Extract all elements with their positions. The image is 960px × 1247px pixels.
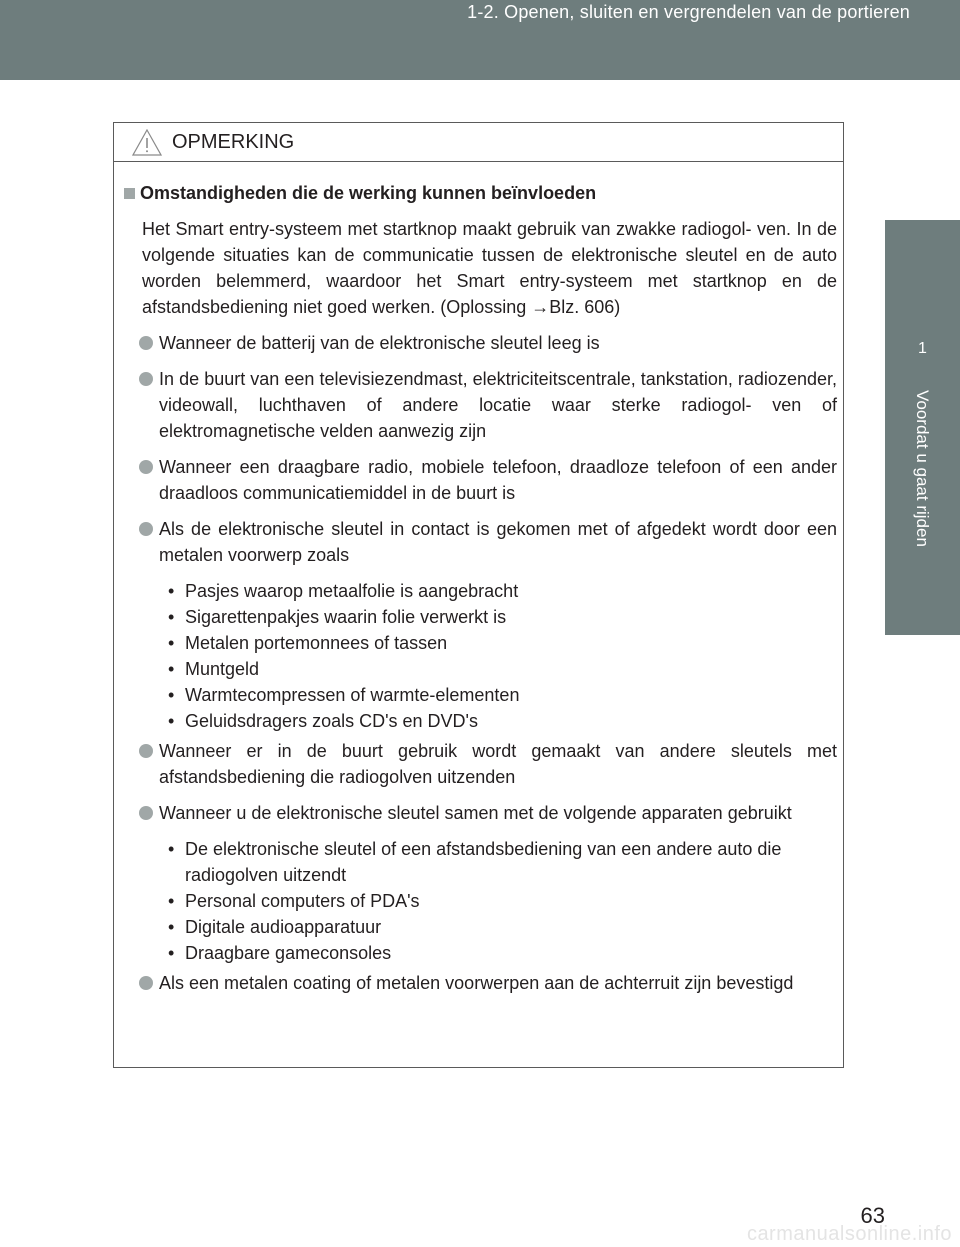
sub-list-item <box>168 682 837 708</box>
bullet-item <box>139 738 837 790</box>
sub-list-item <box>168 604 837 630</box>
sub-list-text: Draagbare gameconsoles <box>185 943 392 963</box>
warning-triangle-icon <box>132 129 162 156</box>
sub-list-item <box>168 656 837 682</box>
sub-list-item <box>168 630 837 656</box>
square-bullet-icon <box>124 188 135 199</box>
notice-title: OPMERKING <box>172 131 295 153</box>
intro-paragraph: Het Smart entry-systeem met startknop maakt gebruik van zwakke radiogol- ven. In de volgende situaties kan de communicatie tussen de elektronische sleutel en de auto worden belemmerd, waardoor het Smart entry-systeem met startknop en de afstandsbediening niet goed werken. (Oplossing →Blz. 606) <box>142 219 837 317</box>
section-title: 1-2. Openen, sluiten en vergrendelen van de portieren <box>467 2 910 22</box>
chapter-name-block <box>885 380 960 635</box>
sub-list-item <box>168 888 837 914</box>
bullet-text: Als een metalen coating of metalen voorwerpen aan de achterruit zijn bevestigd <box>159 973 794 993</box>
sub-list-item <box>168 578 837 604</box>
sub-bullet-mark: • <box>168 633 175 653</box>
chapter-tab <box>885 80 960 1247</box>
bullet-item <box>139 970 837 996</box>
round-bullet-icon <box>139 976 153 990</box>
sub-list-item <box>168 940 837 966</box>
section-heading <box>124 180 837 206</box>
notice-header <box>114 123 843 162</box>
round-bullet-icon <box>139 372 153 386</box>
sub-list-text: Warmtecompressen of warmte-elementen <box>185 685 520 705</box>
bullet-item <box>139 330 837 356</box>
sub-list-text: Metalen portemonnees of tassen <box>185 633 448 653</box>
sub-list-text: Muntgeld <box>185 659 260 679</box>
sub-list-text: Sigarettenpakjes waarin folie verwerkt is <box>185 607 507 627</box>
chapter-number-block <box>885 220 960 380</box>
sub-list-text: Personal computers of PDA's <box>185 891 420 911</box>
bullet-list <box>124 330 837 996</box>
page-header <box>0 0 960 80</box>
bullet-text: Als de elektronische sleutel in contact is gekomen met of afgedekt wordt door een metalen voorwerp zoals <box>159 519 837 565</box>
notice-content <box>114 162 843 1006</box>
sub-list <box>168 836 837 966</box>
sub-bullet-mark: • <box>168 711 175 731</box>
sub-bullet-mark: • <box>168 839 175 859</box>
bullet-item <box>139 454 837 506</box>
bullet-item <box>139 516 837 568</box>
bullet-text: Wanneer een draagbare radio, mobiele telefoon, draadloze telefoon of een ander draadloos communicatiemiddel in de buurt is <box>159 457 837 503</box>
bullet-text: Wanneer u de elektronische sleutel samen met de volgende apparaten gebruikt <box>159 803 792 823</box>
sub-list-item <box>168 836 837 888</box>
bullet-item <box>139 800 837 826</box>
sub-bullet-mark: • <box>168 891 175 911</box>
page-number: 63 <box>860 1203 885 1228</box>
round-bullet-icon <box>139 522 153 536</box>
sub-bullet-mark: • <box>168 917 175 937</box>
sub-bullet-mark: • <box>168 607 175 627</box>
bullet-text: Wanneer de batterij van de elektronische sleutel leeg is <box>159 333 600 353</box>
notice-box <box>113 122 844 1068</box>
round-bullet-icon <box>139 806 153 820</box>
bullet-text: Wanneer er in de buurt gebruik wordt gemaakt van andere sleutels met afstandsbediening die radiogolven uitzenden <box>159 741 837 787</box>
chapter-name: Voordat u gaat rijden <box>913 390 932 547</box>
chapter-number: 1 <box>918 340 927 357</box>
sub-list-text: Pasjes waarop metaalfolie is aangebracht <box>185 581 519 601</box>
sub-list-text: De elektronische sleutel of een afstandsbediening van een andere auto die radiogolven uitzendt <box>185 839 782 885</box>
sub-bullet-mark: • <box>168 943 175 963</box>
round-bullet-icon <box>139 460 153 474</box>
round-bullet-icon <box>139 744 153 758</box>
sub-bullet-mark: • <box>168 659 175 679</box>
bullet-text: In de buurt van een televisiezendmast, elektriciteitscentrale, tankstation, radiozender, videowall, luchthaven of andere locatie waar sterke radiogol- ven of elektromagnetische velden aanwezig zijn <box>159 369 837 441</box>
watermark: carmanualsonline.info <box>746 1223 952 1245</box>
sub-list-text: Digitale audioapparatuur <box>185 917 382 937</box>
sub-bullet-mark: • <box>168 581 175 601</box>
sub-list-item <box>168 914 837 940</box>
bullet-item <box>139 366 837 444</box>
sub-list-item <box>168 708 837 734</box>
sub-list-text: Geluidsdragers zoals CD's en DVD's <box>185 711 478 731</box>
sub-list <box>168 578 837 734</box>
section-heading-text: Omstandigheden die de werking kunnen beïnvloeden <box>140 183 597 203</box>
round-bullet-icon <box>139 336 153 350</box>
sub-bullet-mark: • <box>168 685 175 705</box>
